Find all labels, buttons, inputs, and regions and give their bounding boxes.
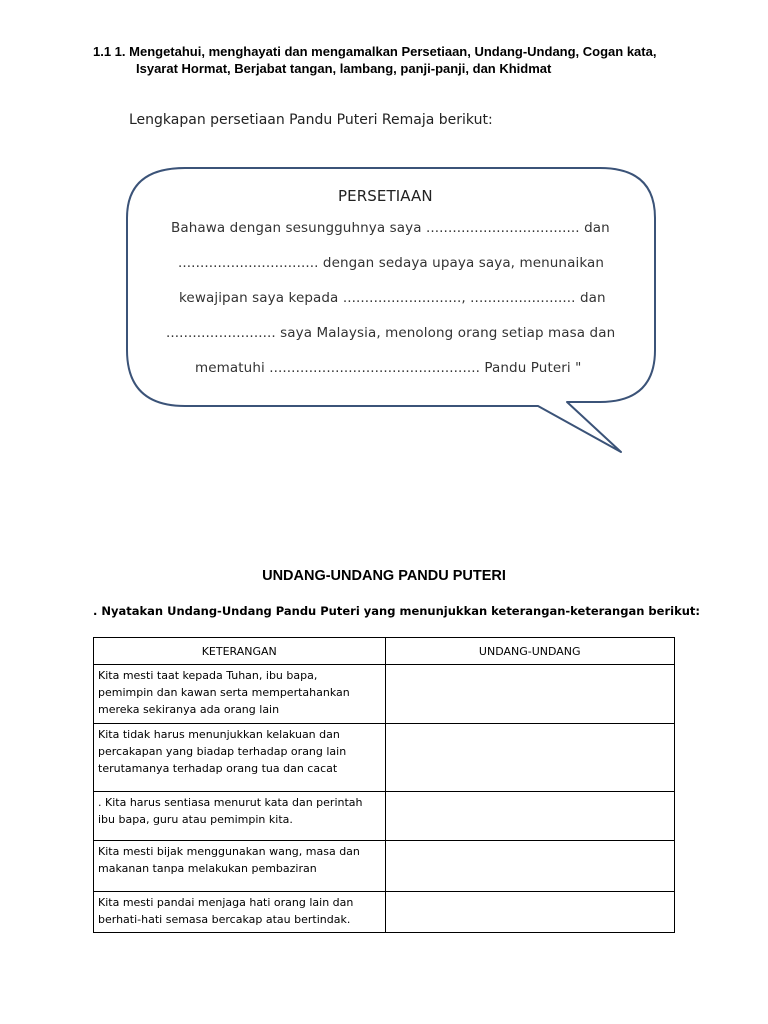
pledge-line-5: mematuhi ................................................ Pandu Puteri ": [195, 360, 582, 376]
keterangan-cell: [94, 724, 386, 792]
keterangan-cell: [94, 892, 386, 933]
undang-answer-cell[interactable]: [385, 792, 675, 841]
undang-answer-cell[interactable]: [385, 892, 675, 933]
pledge-line-4: ......................... saya Malaysia, menolong orang setiap masa dan: [166, 325, 616, 341]
speech-bubble-outline: [127, 168, 655, 452]
pledge-line-3: kewajipan saya kepada ..........................., ........................ dan: [179, 290, 606, 306]
header-undang-undang: UNDANG-UNDANG: [385, 638, 675, 665]
pledge-line-1: Bahawa dengan sesungguhnya saya ................................... dan: [171, 220, 610, 236]
undang-answer-cell[interactable]: [385, 841, 675, 892]
pledge-title: PERSETIAAN: [338, 187, 433, 205]
keterangan-text: Kita tidak harus menunjukkan kelakuan dan percakapan yang biadap terhadap orang lain terutamanya terhadap orang tua dan cacat: [98, 728, 347, 775]
section-title: UNDANG-UNDANG PANDU PUTERI: [262, 568, 506, 584]
law-table: [93, 637, 675, 933]
table-row: [94, 724, 675, 792]
table-row: [94, 841, 675, 892]
keterangan-text: . Kita harus sentiasa menurut kata dan perintah ibu bapa, guru atau pemimpin kita.: [98, 796, 363, 826]
pledge-line-2: ................................ dengan sedaya upaya saya, menunaikan: [178, 255, 605, 271]
table-row: [94, 892, 675, 933]
table-row: [94, 792, 675, 841]
keterangan-text: Kita mesti taat kepada Tuhan, ibu bapa, pemimpin dan kawan serta mempertahankan mereka sekiranya ada orang lain: [98, 669, 350, 716]
table-header-row: [94, 638, 675, 665]
keterangan-text: Kita mesti bijak menggunakan wang, masa dan makanan tanpa melakukan pembaziran: [98, 845, 360, 875]
header-keterangan: KETERANGAN: [94, 638, 386, 665]
objective-line-2: Isyarat Hormat, Berjabat tangan, lambang, panji-panji, dan Khidmat: [136, 61, 552, 76]
objective-line-1: 1.1 1. Mengetahui, menghayati dan mengamalkan Persetiaan, Undang-Undang, Cogan kata,: [93, 44, 657, 59]
instruction-text: . Nyatakan Undang-Undang Pandu Puteri yang menunjukkan keterangan-keterangan berikut:: [93, 604, 700, 618]
undang-answer-cell[interactable]: [385, 665, 675, 724]
table-row: [94, 665, 675, 724]
keterangan-cell: [94, 792, 386, 841]
undang-answer-cell[interactable]: [385, 724, 675, 792]
intro-text: Lengkapan persetiaan Pandu Puteri Remaja berikut:: [129, 112, 493, 128]
keterangan-cell: [94, 841, 386, 892]
keterangan-text: Kita mesti pandai menjaga hati orang lain dan berhati-hati semasa bercakap atau bertindak.: [98, 896, 354, 926]
keterangan-cell: [94, 665, 386, 724]
